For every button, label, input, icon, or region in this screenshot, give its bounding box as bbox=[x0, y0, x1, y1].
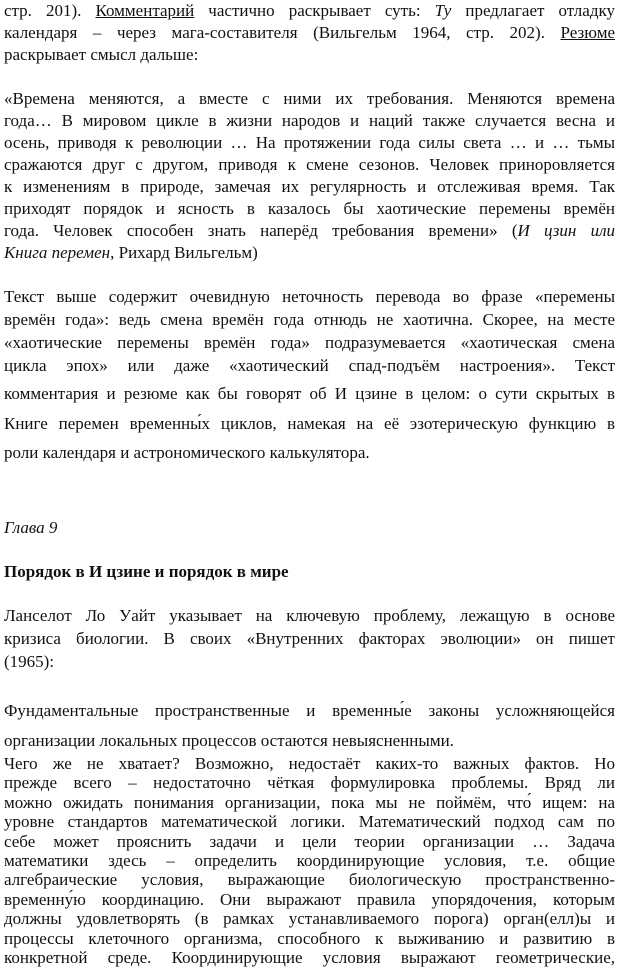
paragraph-line: цикла эпох» или даже «хаотический спад-подъём настроения». Текст bbox=[4, 356, 615, 375]
text-run: частично раскрывает суть: bbox=[194, 1, 435, 20]
text-run: стр. 201). bbox=[4, 1, 96, 20]
chapter-label: Глава 9 bbox=[4, 518, 58, 537]
text-run: года. Человек способен знать наперёд требования времени» ( bbox=[4, 221, 518, 240]
quote-line: Фундаментальные пространственные и временны́е законы усложняющейся bbox=[4, 701, 615, 720]
quote-line: осень, приводя к революции … На протяжении года силы света … и … тьмы bbox=[4, 133, 615, 152]
quote-line: сражаются друг с другом, приводя к смене сезонов. Человек приноровляется bbox=[4, 155, 615, 174]
quote-line: года… В мировом цикле в жизни народов и наций также случается весна и bbox=[4, 111, 615, 130]
paragraph-line: себе может прояснить задачи и цели теории организации … Задача bbox=[4, 831, 615, 851]
book-title-part: И цзин или bbox=[517, 221, 615, 240]
paragraph-line: роли календаря и астрономического калькулятора. bbox=[4, 443, 370, 462]
paragraph-line: прежде всего – недостаточно чёткая формулировка проблемы. Вряд ли bbox=[4, 773, 615, 793]
quote-line bbox=[4, 242, 615, 264]
quote-line: организации локальных процессов остаются невыясненными. bbox=[4, 731, 454, 750]
paragraph-line: Книге перемен временны́х циклов, намекая на её эзотерическую функцию в bbox=[4, 414, 615, 433]
book-title-part: Книга перемен bbox=[4, 243, 111, 262]
paragraph-line: должны удовлетворять (в рамках устанавливаемого порога) орган(елл)ы и bbox=[4, 909, 615, 929]
term-commentary: Комментарий bbox=[95, 1, 195, 20]
text-run: календаря – через мага-составителя (Вильгельм 1964, стр. 202). bbox=[4, 23, 561, 42]
text-run: , Рихард Вильгельм) bbox=[110, 243, 258, 262]
paragraph-line: (1965): bbox=[4, 652, 55, 671]
chapter-title: Порядок в И цзине и порядок в мире bbox=[4, 562, 289, 581]
term-summary: Резюме bbox=[560, 23, 615, 42]
paragraph-line: конкретной среде. Координирующие условия выражают геометрические, bbox=[4, 948, 615, 967]
quote-line: «Времена меняются, а вместе с ними их требования. Меняются времена bbox=[4, 89, 615, 108]
paragraph-line: временну́ю координацию. Они выражают правила упорядочения, которым bbox=[4, 889, 615, 909]
intro-line-2 bbox=[4, 22, 615, 44]
paragraph-line: Ланселот Ло Уайт указывает на ключевую проблему, лежащую в основе bbox=[4, 606, 615, 625]
text-run: предлагает отладку bbox=[451, 1, 615, 20]
paragraph-line: Чего же не хватает? Возможно, недостаёт каких-то важных фактов. Но bbox=[4, 754, 615, 773]
term-tu: Ту bbox=[434, 1, 452, 20]
paragraph-line: кризиса биологии. В своих «Внутренних факторах эволюции» он пишет bbox=[4, 629, 615, 648]
paragraph-line: комментария и резюме как бы говорят об И цзине в целом: о сути скрытых в bbox=[4, 384, 615, 403]
intro-line-1 bbox=[4, 0, 615, 22]
paragraph-line: «хаотические перемены времён года» подразумевается «хаотическая смена bbox=[4, 333, 615, 352]
paragraph-line: алгебраические условия, выражающие биологическую пространственно- bbox=[4, 870, 615, 890]
intro-line-3: раскрывает смысл дальше: bbox=[4, 45, 199, 64]
quote-line: к изменениям в природе, замечая их регулярность и отслеживая время. Так bbox=[4, 177, 615, 196]
paragraph-line: можно ожидать понимания организации, пока мы не поймём, что́ ищем: на bbox=[4, 792, 615, 812]
quote-line bbox=[4, 220, 615, 242]
paragraph-line: времён года»: ведь смена времён года отнюдь не хаотична. Скорее, на месте bbox=[4, 310, 615, 329]
paragraph-line: математики здесь – определить координирующие условия, т.е. общие bbox=[4, 851, 615, 870]
paragraph-line: процессы клеточного организма, способного к выживанию и развитию в bbox=[4, 928, 615, 948]
quote-line: приходят порядок и ясность в казалось бы хаотические перемены времён bbox=[4, 199, 615, 218]
paragraph-line: уровне стандартов математической логики. Математический подход сам по bbox=[4, 812, 615, 832]
paragraph-line: Текст выше содержит очевидную неточность перевода во фразе «перемены bbox=[4, 287, 615, 306]
